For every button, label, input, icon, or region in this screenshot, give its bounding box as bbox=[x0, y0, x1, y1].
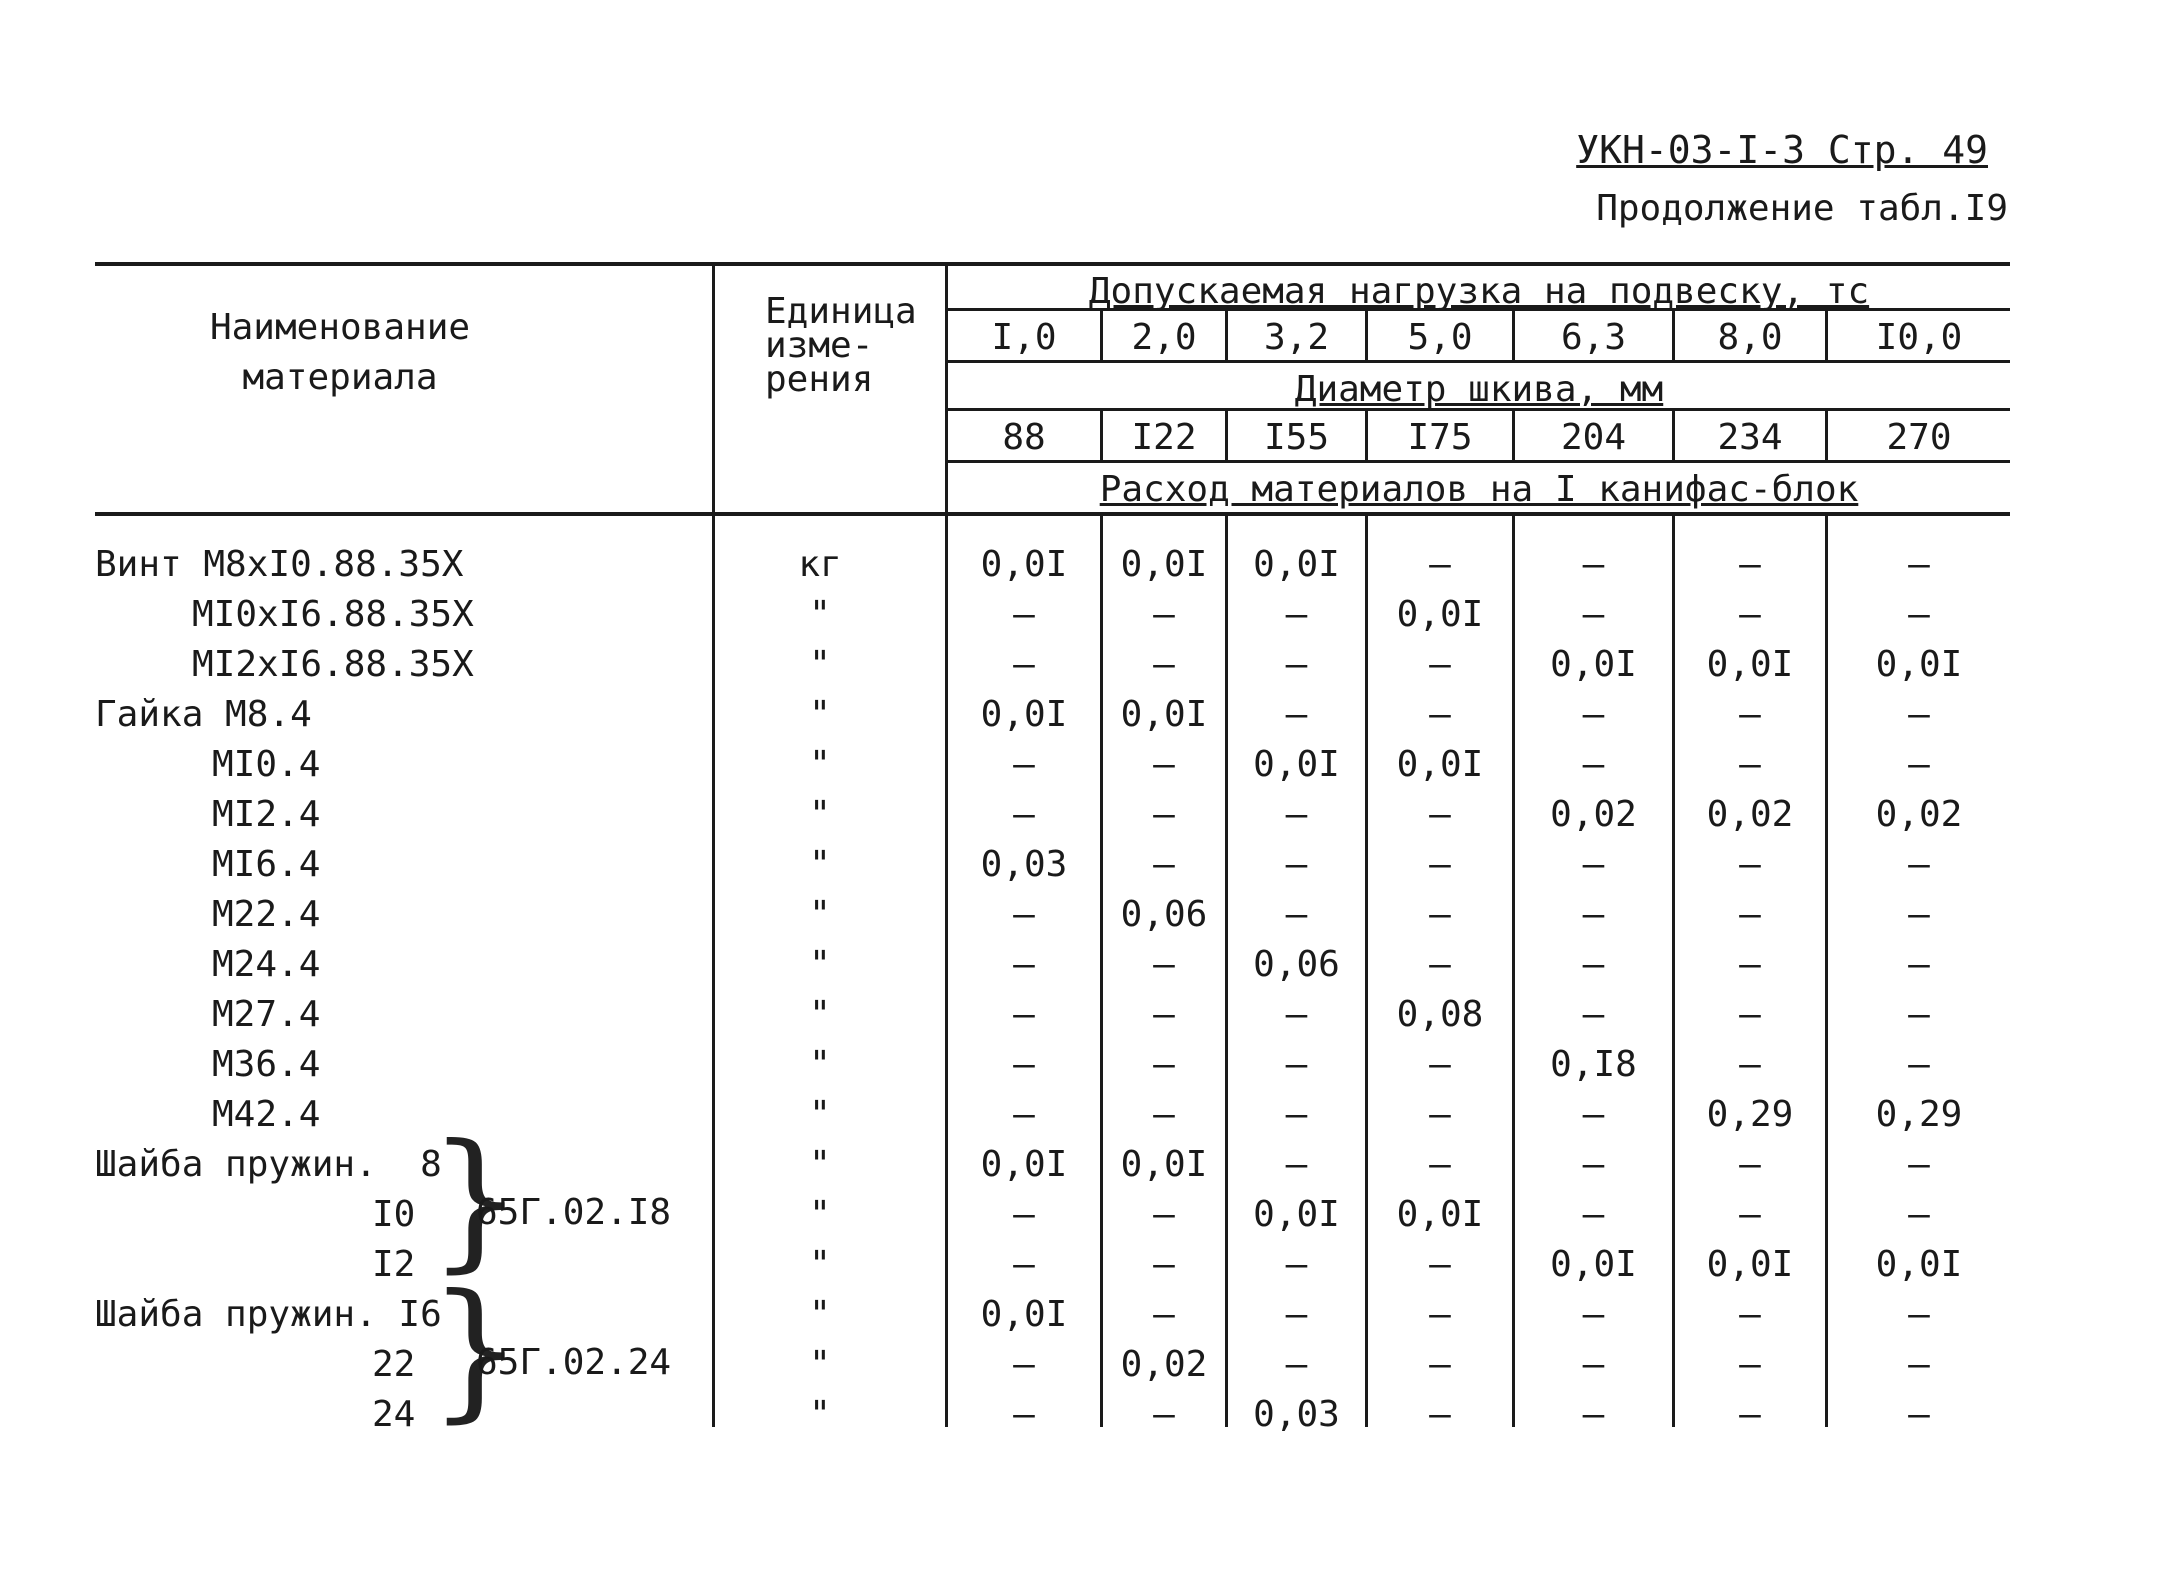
value-cell: 0,0I bbox=[980, 544, 1068, 585]
value-cell: 0,0I bbox=[980, 1144, 1068, 1185]
value-cell: 0,0I bbox=[1253, 744, 1340, 785]
material-name: М42.4 bbox=[212, 1094, 321, 1135]
value-cell: – bbox=[1285, 594, 1308, 635]
value-cell: – bbox=[1429, 1394, 1451, 1435]
value-cell: – bbox=[1013, 1194, 1035, 1235]
value-cell: – bbox=[1285, 994, 1308, 1035]
value-cell: 0,I8 bbox=[1550, 1044, 1637, 1085]
value-cell: – bbox=[1285, 1044, 1308, 1085]
value-cell: – bbox=[1013, 1244, 1035, 1285]
load-value: I,0 bbox=[991, 317, 1057, 358]
unit-cell: " bbox=[809, 1294, 831, 1335]
value-cell: – bbox=[1429, 1294, 1451, 1335]
value-cell: 0,0I bbox=[1253, 544, 1340, 585]
value-cell: – bbox=[1153, 794, 1175, 835]
value-cell: – bbox=[1013, 1044, 1035, 1085]
value-cell: 0,0I bbox=[1396, 744, 1484, 785]
load-value: 2,0 bbox=[1131, 317, 1197, 358]
group-code-1: 65Г.02.I8 bbox=[476, 1192, 672, 1233]
unit-cell: " bbox=[809, 744, 831, 785]
header-diam-title: Диаметр шкива, мм bbox=[1294, 369, 1664, 410]
value-cell: – bbox=[1739, 894, 1761, 935]
diameter-value: 234 bbox=[1717, 417, 1783, 458]
value-cell: – bbox=[1739, 944, 1761, 985]
value-cell: – bbox=[1739, 1194, 1761, 1235]
unit-cell: " bbox=[809, 1044, 831, 1085]
load-value: 6,3 bbox=[1560, 317, 1627, 358]
value-cell: – bbox=[1429, 894, 1451, 935]
value-cell: – bbox=[1013, 644, 1035, 685]
value-cell: – bbox=[1908, 944, 1930, 985]
value-cell: – bbox=[1429, 1244, 1451, 1285]
value-cell: – bbox=[1739, 594, 1761, 635]
value-cell: – bbox=[1908, 694, 1930, 735]
material-name: МI2.4 bbox=[212, 794, 321, 835]
value-cell: 0,0I bbox=[980, 1294, 1068, 1335]
value-cell: – bbox=[1153, 994, 1175, 1035]
unit-cell: " bbox=[809, 994, 831, 1035]
value-cell: – bbox=[1908, 544, 1930, 585]
value-cell: – bbox=[1739, 694, 1761, 735]
value-cell: – bbox=[1013, 1394, 1035, 1435]
unit-cell: " bbox=[809, 1194, 831, 1235]
unit-cell: " bbox=[809, 794, 831, 835]
value-cell: – bbox=[1908, 1194, 1930, 1235]
value-cell: – bbox=[1582, 744, 1605, 785]
value-cell: – bbox=[1285, 694, 1308, 735]
unit-cell: " bbox=[809, 894, 831, 935]
value-cell: – bbox=[1153, 1294, 1175, 1335]
value-cell: 0,0I bbox=[1706, 644, 1794, 685]
value-cell: – bbox=[1582, 594, 1605, 635]
value-cell: 0,06 bbox=[1120, 894, 1208, 935]
value-cell: – bbox=[1908, 744, 1930, 785]
material-name: Шайба пружин. 8 bbox=[95, 1144, 442, 1185]
value-cell: – bbox=[1429, 944, 1451, 985]
value-cell: 0,0I bbox=[980, 694, 1068, 735]
material-name: Шайба пружин. I6 bbox=[95, 1294, 442, 1335]
value-cell: 0,0I bbox=[1396, 1194, 1484, 1235]
value-cell: 0,0I bbox=[1253, 1194, 1340, 1235]
value-cell: 0,02 bbox=[1706, 794, 1794, 835]
value-cell: – bbox=[1739, 1394, 1761, 1435]
value-cell: – bbox=[1582, 694, 1605, 735]
value-cell: – bbox=[1582, 1394, 1605, 1435]
value-cell: – bbox=[1582, 1194, 1605, 1235]
material-name: I2 bbox=[372, 1244, 416, 1285]
value-cell: – bbox=[1582, 894, 1605, 935]
value-cell: – bbox=[1908, 1294, 1930, 1335]
diameter-value: I22 bbox=[1131, 417, 1197, 458]
value-cell: – bbox=[1908, 994, 1930, 1035]
table-top-rule bbox=[95, 262, 2010, 266]
value-cell: – bbox=[1285, 794, 1308, 835]
value-cell: – bbox=[1285, 894, 1308, 935]
value-cell: – bbox=[1739, 1144, 1761, 1185]
value-cell: – bbox=[1908, 844, 1930, 885]
header-consumption-title: Расход материалов на I канифас-блок bbox=[1099, 469, 1859, 510]
value-cell: 0,0I bbox=[1875, 1244, 1963, 1285]
value-cell: 0,03 bbox=[980, 844, 1068, 885]
value-cell: 0,03 bbox=[1253, 1394, 1340, 1435]
header-unit-line1: Единица bbox=[765, 291, 917, 332]
value-cell: – bbox=[1429, 544, 1451, 585]
value-cell: – bbox=[1429, 1044, 1451, 1085]
brace-group-2: } bbox=[428, 1263, 524, 1437]
rule-diam-bottom bbox=[948, 460, 2010, 463]
value-cell: – bbox=[1739, 544, 1761, 585]
material-name: Винт М8хI0.88.35Х bbox=[95, 544, 464, 585]
document-code: УКН-03-I-3 Стр. 49 bbox=[1576, 128, 1988, 172]
value-cell: – bbox=[1013, 944, 1035, 985]
value-cell: – bbox=[1285, 1344, 1308, 1385]
load-value: I0,0 bbox=[1875, 317, 1963, 358]
material-name: 22 bbox=[372, 1344, 416, 1385]
value-cell: – bbox=[1153, 1244, 1175, 1285]
value-cell: – bbox=[1153, 1044, 1175, 1085]
table-header-bottom-rule bbox=[95, 512, 2010, 516]
unit-cell: " bbox=[809, 1394, 831, 1435]
value-cell: 0,29 bbox=[1706, 1094, 1794, 1135]
material-name: М27.4 bbox=[212, 994, 321, 1035]
unit-cell: " bbox=[809, 1144, 831, 1185]
value-cell: – bbox=[1285, 844, 1308, 885]
value-cell: – bbox=[1429, 844, 1451, 885]
value-cell: 0,29 bbox=[1875, 1094, 1963, 1135]
value-cell: – bbox=[1429, 1344, 1451, 1385]
value-cell: – bbox=[1739, 744, 1761, 785]
value-cell: – bbox=[1013, 894, 1035, 935]
value-cell: – bbox=[1153, 1194, 1175, 1235]
unit-cell: " bbox=[809, 1244, 831, 1285]
value-cell: 0,0I bbox=[1120, 694, 1208, 735]
value-cell: – bbox=[1285, 1294, 1308, 1335]
value-cell: – bbox=[1285, 1094, 1308, 1135]
unit-cell: " bbox=[809, 944, 831, 985]
diameter-value: 204 bbox=[1560, 417, 1627, 458]
value-cell: – bbox=[1013, 744, 1035, 785]
value-cell: – bbox=[1153, 944, 1175, 985]
value-cell: – bbox=[1429, 694, 1451, 735]
value-cell: – bbox=[1153, 594, 1175, 635]
value-cell: 0,0I bbox=[1875, 644, 1963, 685]
brace-group-1: } bbox=[428, 1113, 524, 1287]
load-value: 8,0 bbox=[1717, 317, 1783, 358]
value-cell: – bbox=[1153, 1394, 1175, 1435]
value-cell: – bbox=[1013, 794, 1035, 835]
value-cell: – bbox=[1285, 1244, 1308, 1285]
value-cell: – bbox=[1285, 644, 1308, 685]
value-cell: – bbox=[1908, 894, 1930, 935]
value-cell: – bbox=[1739, 1344, 1761, 1385]
value-cell: – bbox=[1908, 1394, 1930, 1435]
value-cell: – bbox=[1285, 1144, 1308, 1185]
value-cell: 0,02 bbox=[1120, 1344, 1208, 1385]
material-name: М36.4 bbox=[212, 1044, 321, 1085]
value-cell: – bbox=[1739, 994, 1761, 1035]
value-cell: – bbox=[1739, 844, 1761, 885]
load-value: 5,0 bbox=[1407, 317, 1473, 358]
value-cell: – bbox=[1013, 994, 1035, 1035]
unit-cell: " bbox=[809, 844, 831, 885]
value-cell: – bbox=[1582, 1344, 1605, 1385]
value-cell: – bbox=[1908, 1144, 1930, 1185]
value-cell: – bbox=[1582, 844, 1605, 885]
rule-loads-bottom bbox=[948, 360, 2010, 363]
value-cell: 0,0I bbox=[1550, 644, 1637, 685]
material-name: МI2хI6.88.35Х bbox=[192, 644, 474, 685]
diameter-value: I75 bbox=[1407, 417, 1473, 458]
value-cell: – bbox=[1739, 1294, 1761, 1335]
value-cell: 0,0I bbox=[1396, 594, 1484, 635]
value-cell: – bbox=[1429, 1144, 1451, 1185]
value-cell: – bbox=[1582, 944, 1605, 985]
header-material-line2: материала bbox=[242, 357, 438, 398]
value-cell: – bbox=[1582, 1294, 1605, 1335]
value-cell: – bbox=[1739, 1044, 1761, 1085]
value-cell: – bbox=[1429, 794, 1451, 835]
unit-cell: " bbox=[809, 644, 831, 685]
value-cell: 0,02 bbox=[1550, 794, 1637, 835]
value-cell: – bbox=[1908, 1344, 1930, 1385]
material-name: Гайка М8.4 bbox=[95, 694, 312, 735]
value-cell: – bbox=[1153, 844, 1175, 885]
material-name: М22.4 bbox=[212, 894, 321, 935]
value-cell: – bbox=[1013, 1344, 1035, 1385]
value-cell: – bbox=[1153, 744, 1175, 785]
value-cell: 0,06 bbox=[1253, 944, 1340, 985]
value-cell: – bbox=[1582, 994, 1605, 1035]
material-name: МI6.4 bbox=[212, 844, 321, 885]
load-value: 3,2 bbox=[1263, 317, 1330, 358]
value-cell: – bbox=[1582, 544, 1605, 585]
material-name: 24 bbox=[372, 1394, 416, 1435]
value-cell: 0,08 bbox=[1396, 994, 1484, 1035]
value-cell: – bbox=[1429, 644, 1451, 685]
value-cell: 0,0I bbox=[1120, 544, 1208, 585]
value-cell: 0,0I bbox=[1550, 1244, 1637, 1285]
value-cell: – bbox=[1153, 644, 1175, 685]
material-name: М24.4 bbox=[212, 944, 321, 985]
header-material-line1: Наименование bbox=[209, 307, 471, 348]
value-cell: 0,02 bbox=[1875, 794, 1963, 835]
value-cell: – bbox=[1153, 1094, 1175, 1135]
diameter-value: 270 bbox=[1886, 417, 1952, 458]
unit-cell: " bbox=[809, 694, 831, 735]
value-cell: 0,0I bbox=[1120, 1144, 1208, 1185]
unit-cell: " bbox=[809, 1094, 831, 1135]
value-cell: – bbox=[1582, 1094, 1605, 1135]
material-name: МI0.4 bbox=[212, 744, 321, 785]
header-load-title: Допускаемая нагрузка на подвеску, тс bbox=[1088, 271, 1870, 312]
material-name: МI0хI6.88.35Х bbox=[192, 594, 474, 635]
value-cell: – bbox=[1908, 1044, 1930, 1085]
diameter-value: 88 bbox=[1002, 417, 1046, 458]
table-continuation: Продолжение табл.I9 bbox=[1596, 188, 2008, 229]
material-name: I0 bbox=[372, 1194, 416, 1235]
value-cell: 0,0I bbox=[1706, 1244, 1794, 1285]
value-cell: – bbox=[1429, 1094, 1451, 1135]
col-divider-unit bbox=[712, 262, 715, 1427]
value-cell: – bbox=[1582, 1144, 1605, 1185]
unit-cell: " bbox=[809, 594, 831, 635]
value-cell: – bbox=[1013, 1094, 1035, 1135]
value-cell: – bbox=[1013, 594, 1035, 635]
diameter-value: I55 bbox=[1263, 417, 1330, 458]
value-cell: – bbox=[1908, 594, 1930, 635]
group-code-2: 65Г.02.24 bbox=[476, 1342, 672, 1383]
header-unit-line2: изме- bbox=[765, 325, 874, 366]
unit-cell: кг bbox=[798, 544, 842, 585]
header-unit-line3: рения bbox=[765, 359, 874, 400]
unit-cell: " bbox=[809, 1344, 831, 1385]
